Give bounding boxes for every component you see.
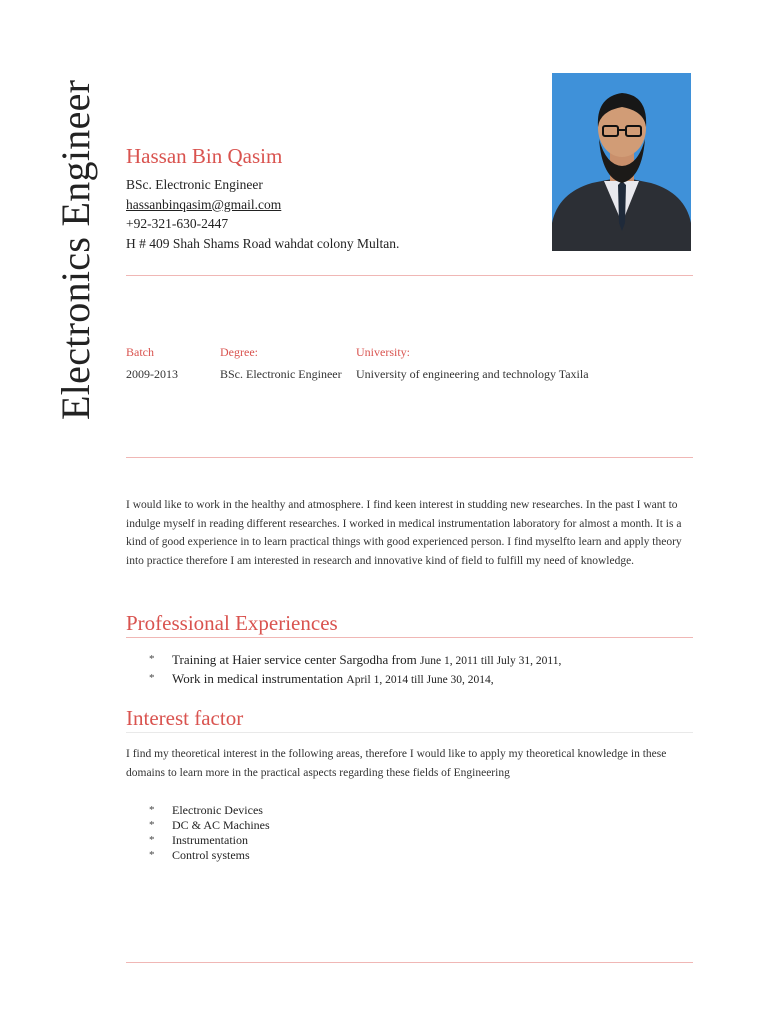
divider <box>126 275 693 276</box>
bullet-icon: * <box>149 849 155 861</box>
experience-text: Work in medical instrumentation <box>172 671 347 686</box>
experience-list <box>149 651 561 689</box>
contact-block <box>126 175 399 253</box>
experience-dates: June 1, 2011 till July 31, 2011, <box>420 655 562 667</box>
list-item <box>149 651 561 670</box>
vertical-job-title: Electronics Engineer <box>53 79 98 420</box>
list-item <box>149 833 270 848</box>
education-degree-column <box>220 345 342 382</box>
list-item <box>149 818 270 833</box>
phone-number: +92-321-630-2447 <box>126 216 229 231</box>
objective-paragraph: I would like to work in the healthy and atmosphere. I find keen interest in studding new researches. In the past I want to indulge myself in reading different researches. I worked in medical instrumentation laboratory for almost a month. It is a kind of good experience in to learn practical things with good experienced person. I find myselfto learn and apply theory into practice therefore I am interested in research and innovative kind of field to fulfill my need of knowledge. <box>126 499 682 567</box>
interest-item: Electronic Devices <box>172 803 263 817</box>
experience-dates: April 1, 2014 till June 30, 2014, <box>346 674 494 686</box>
list-item <box>149 803 270 818</box>
interest-intro: I find my theoretical interest in the following areas, therefore I would like to apply my theoretical knowledge in these domains to learn more in the practical aspects regarding these fields of Engineering <box>126 748 667 779</box>
profile-photo <box>552 73 691 251</box>
interest-heading: Interest factor <box>126 706 244 730</box>
divider <box>126 637 693 638</box>
portrait-illustration <box>552 73 691 251</box>
email-link[interactable]: hassanbinqasim@gmail.com <box>126 196 282 212</box>
bullet-icon: * <box>149 819 155 831</box>
bullet-icon: * <box>149 834 155 846</box>
divider <box>126 457 693 458</box>
interest-list <box>149 803 270 863</box>
degree-line: BSc. Electronic Engineer <box>126 177 263 192</box>
batch-header: Batch <box>126 345 154 359</box>
university-value: University of engineering and technology Taxila <box>356 367 589 381</box>
divider <box>126 962 693 963</box>
list-item <box>149 848 270 863</box>
education-batch-column <box>126 345 178 382</box>
interest-item: Control systems <box>172 848 250 862</box>
batch-value: 2009-2013 <box>126 367 178 381</box>
degree-header: Degree: <box>220 345 258 359</box>
degree-value: BSc. Electronic Engineer <box>220 367 342 381</box>
education-university-column <box>356 345 589 382</box>
experience-text: Training at Haier service center Sargodha from <box>172 652 421 667</box>
experience-heading: Professional Experiences <box>126 611 338 635</box>
list-item <box>149 670 561 689</box>
interest-item: Instrumentation <box>172 833 248 847</box>
interest-item: DC & AC Machines <box>172 818 270 832</box>
candidate-name: Hassan Bin Qasim <box>126 144 283 168</box>
university-header: University: <box>356 345 410 359</box>
divider <box>126 732 693 733</box>
bullet-icon: * <box>149 653 155 665</box>
bullet-icon: * <box>149 672 155 684</box>
address-line: H # 409 Shah Shams Road wahdat colony Multan. <box>126 235 400 251</box>
bullet-icon: * <box>149 804 155 816</box>
